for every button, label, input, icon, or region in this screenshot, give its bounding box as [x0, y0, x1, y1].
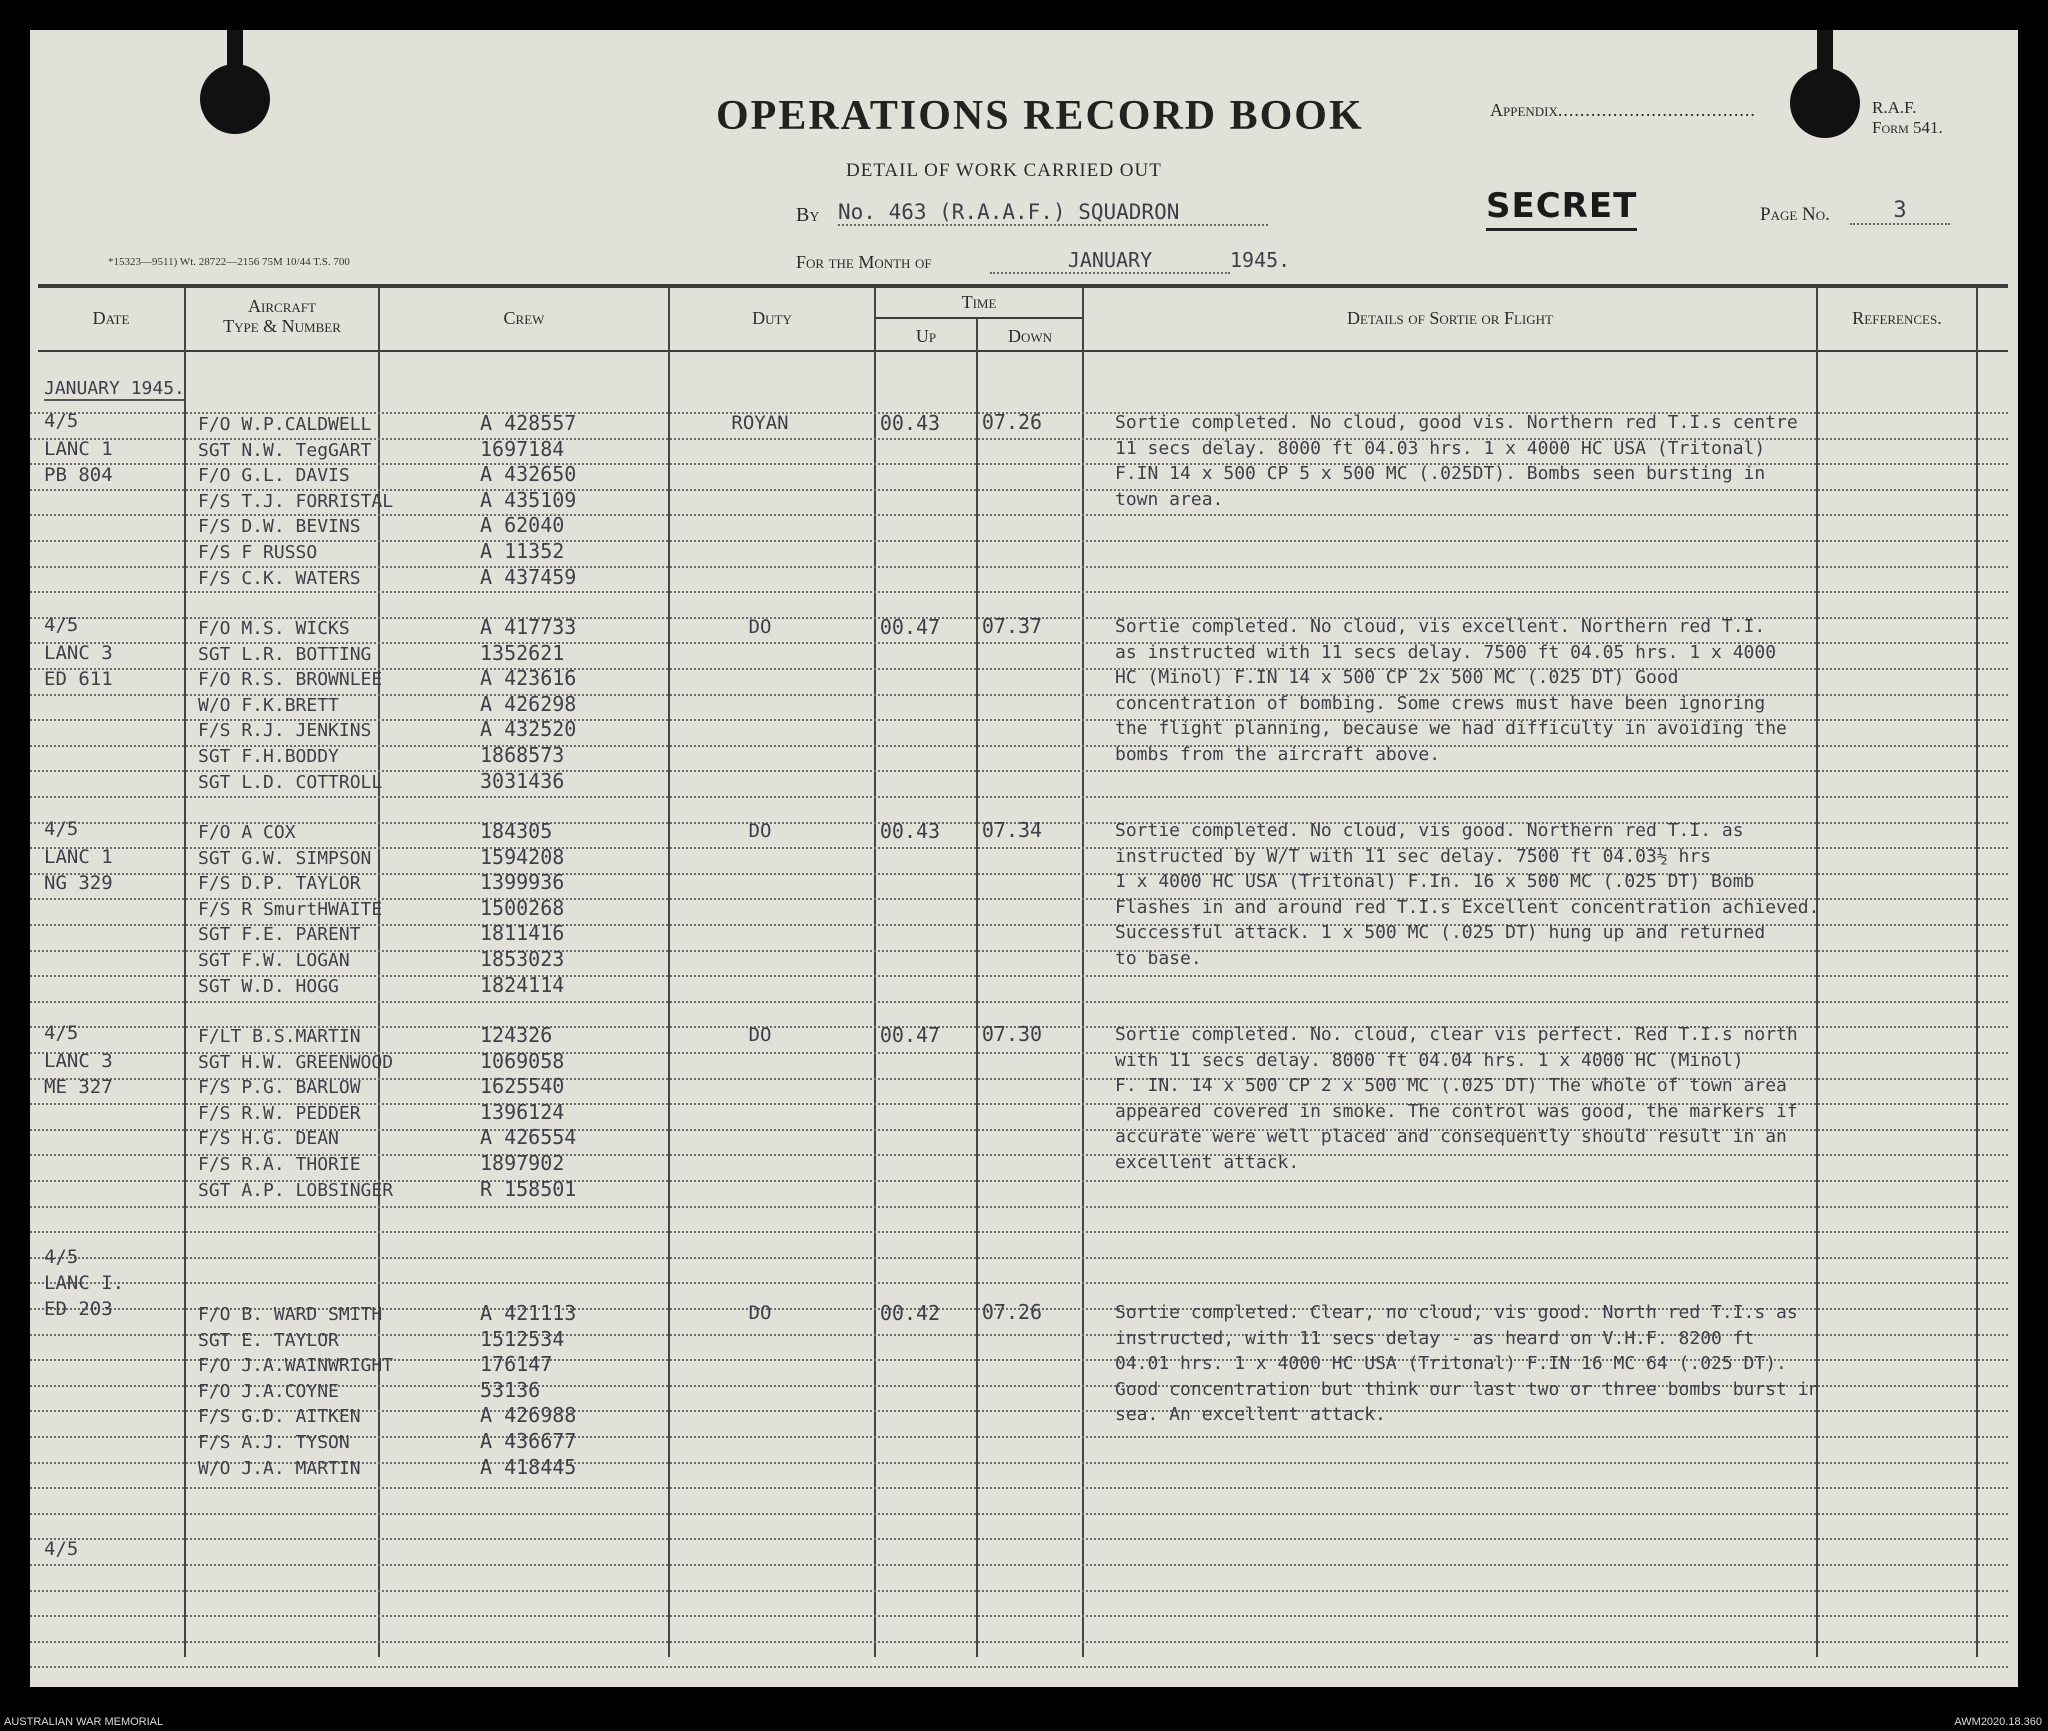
crew-member-name: SGT F.H.BODDY — [198, 746, 339, 767]
sortie-detail-line: appeared covered in smoke. The control was good, the markers if — [1115, 1100, 1798, 1122]
sortie-detail-line: sea. An excellent attack. — [1115, 1404, 1386, 1426]
crew-member-name: W/O J.A. MARTIN — [198, 1457, 361, 1479]
aircraft-serial: ED 203 — [44, 1298, 113, 1320]
crew-member-name: F/LT B.S.MARTIN — [198, 1026, 361, 1047]
sortie-detail-line: Sortie completed. No cloud, vis excellent. Northern red T.I. — [1115, 616, 1766, 637]
crew-member-number: A 435109 — [480, 487, 577, 512]
binder-hole-right — [1790, 68, 1860, 138]
time-up: 00.43 — [879, 411, 941, 435]
table-top-rule — [38, 284, 2008, 288]
col-divider-date — [184, 288, 186, 1657]
crew-member-name: F/S A.J. TYSON — [198, 1432, 350, 1453]
trailing-date: 4/5 — [44, 1538, 79, 1560]
header-aircraft-2: Type & Number — [223, 316, 341, 336]
ruled-line — [30, 1206, 2008, 1208]
crew-member-name: F/O J.A.WAINWRIGHT — [198, 1355, 394, 1377]
duty-target: DO — [748, 1302, 772, 1324]
crew-member-name: F/S R.W. PEDDER — [198, 1102, 361, 1124]
sortie-detail-line: to base. — [1115, 948, 1202, 969]
sortie-detail-line: F.IN 14 x 500 CP 5 x 500 MC (.025DT). Bombs seen bursting in — [1115, 463, 1766, 485]
header-duty: Duty — [752, 308, 792, 328]
ruled-line — [30, 591, 2008, 593]
sortie-detail-line: Flashes in and around red T.I.s Excellent concentration achieved. — [1115, 896, 1820, 918]
page-label: Page No. — [1760, 204, 1830, 225]
print-code: *15323—9511) Wt. 28722—2156 75M 10/44 T.S. 700 — [108, 256, 350, 268]
col-divider-down — [1082, 288, 1084, 1657]
time-up: 00.43 — [879, 819, 941, 843]
crew-member-name: F/O A COX — [198, 822, 296, 843]
crew-member-name: F/O M.S. WICKS — [198, 618, 350, 639]
sortie-detail-line: HC (Minol) F.IN 14 x 500 CP 2x 500 MC (.025 DT) Good — [1115, 667, 1679, 689]
crew-member-number: 1811416 — [480, 921, 565, 946]
crew-member-number: 1594208 — [480, 844, 565, 869]
footer-credit: AUSTRALIAN WAR MEMORIAL — [4, 1716, 164, 1728]
crew-member-number: A 426988 — [480, 1403, 577, 1428]
crew-member-number: A 426554 — [480, 1125, 577, 1150]
header-down: Down — [1007, 326, 1053, 346]
crew-member-name: SGT F.W. LOGAN — [198, 950, 350, 971]
aircraft-type: LANC I. — [44, 1272, 125, 1294]
crew-member-number: 1697184 — [480, 436, 565, 461]
crew-member-number: 1868573 — [480, 743, 565, 767]
crew-member-number: A 426298 — [480, 691, 577, 716]
crew-member-name: F/S R.J. JENKINS — [198, 720, 372, 742]
page-title: OPERATIONS RECORD BOOK — [716, 93, 1364, 139]
crew-member-number: A 11352 — [480, 539, 565, 563]
crew-member-name: F/S F RUSSO — [198, 542, 318, 563]
squadron-value: No. 463 (R.A.A.F.) SQUADRON — [838, 200, 1268, 226]
raf-form-line1: R.A.F. — [1872, 98, 1917, 117]
crew-member-name: SGT L.D. COTTROLL — [198, 771, 383, 793]
sortie-detail-line: Sortie completed. Clear, no cloud, vis good. North red T.I.s as — [1115, 1302, 1798, 1323]
crew-member-number: A 432520 — [480, 717, 577, 742]
ruled-line — [30, 1231, 2008, 1233]
subtitle: DETAIL OF WORK CARRIED OUT — [846, 160, 1162, 181]
crew-member-number: 176147 — [480, 1352, 553, 1377]
crew-member-number: A 421113 — [480, 1301, 577, 1325]
ruled-line — [30, 1564, 2008, 1566]
col-divider-duty — [874, 288, 876, 1657]
crew-member-name: F/S R.A. THORIE — [198, 1154, 361, 1175]
aircraft-type: LANC 3 — [44, 1050, 113, 1072]
sortie-detail-line: the flight planning, because we had difficulty in avoiding the — [1115, 718, 1787, 740]
sortie-detail-line: 04.01 hrs. 1 x 4000 HC USA (Tritonal) F.IN 16 MC 64 (.025 DT). — [1115, 1353, 1787, 1375]
crew-member-name: F/S R SmurtHWAITE — [198, 898, 383, 920]
raf-form-line2: Form 541. — [1872, 118, 1943, 137]
by-label: By — [796, 204, 820, 226]
col-divider-crew — [668, 288, 670, 1657]
crew-member-number: A 418445 — [480, 1454, 577, 1479]
crew-member-number: A 423616 — [480, 666, 577, 691]
entry-date: 4/5 — [44, 614, 79, 636]
sortie-detail-line: 11 secs delay. 8000 ft 04.03 hrs. 1 x 4000 HC USA (Tritonal) — [1115, 437, 1766, 459]
crew-member-name: F/O J.A.COYNE — [198, 1380, 339, 1402]
month-value: JANUARY — [990, 248, 1230, 274]
crew-member-number: A 436677 — [480, 1429, 577, 1453]
crew-member-number: 1399936 — [480, 870, 565, 895]
time-down: 07.26 — [981, 410, 1043, 434]
time-up: 00.42 — [879, 1301, 941, 1325]
page-number: 3 — [1850, 198, 1950, 225]
crew-member-number: A 437459 — [480, 564, 577, 589]
sortie-detail-line: excellent attack. — [1115, 1152, 1300, 1173]
ruled-line — [30, 1641, 2008, 1643]
crew-member-name: F/S D.P. TAYLOR — [198, 873, 361, 895]
sortie-detail-line: with 11 secs delay. 8000 ft 04.04 hrs. 1 x 4000 HC (Minol) — [1115, 1049, 1744, 1071]
entry-date: 4/5 — [44, 410, 79, 432]
crew-member-number: A 428557 — [480, 411, 577, 435]
record-page — [30, 30, 2018, 1687]
year-value: 1945. — [1230, 248, 1291, 272]
secret-stamp: SECRET — [1486, 186, 1637, 231]
sortie-detail-line: concentration of bombing. Some crews must have been ignoring — [1115, 692, 1766, 714]
duty-target: ROYAN — [731, 412, 789, 434]
col-divider-up — [976, 318, 978, 1657]
header-crew: Crew — [503, 308, 545, 328]
crew-member-name: SGT W.D. HOGG — [198, 975, 339, 997]
header-up: Up — [915, 326, 937, 346]
entry-date: 4/5 — [44, 818, 79, 840]
crew-member-number: 3031436 — [480, 768, 565, 793]
crew-member-name: W/O F.K.BRETT — [198, 694, 339, 716]
ruled-line — [30, 540, 2008, 542]
duty-target: DO — [748, 1024, 772, 1046]
crew-member-number: 1824114 — [480, 972, 565, 997]
crew-member-number: 1069058 — [480, 1048, 565, 1073]
header-details: Details of Sortie or Flight — [1347, 308, 1553, 328]
ruled-line — [30, 1538, 2008, 1540]
time-down: 07.34 — [981, 818, 1043, 842]
sortie-detail-line: Successful attack. 1 x 500 MC (.025 DT) hung up and returned — [1115, 922, 1766, 944]
footer-accession: AWM2020.18.360 — [1954, 1716, 2042, 1728]
sortie-detail-line: as instructed with 11 secs delay. 7500 ft 04.05 hrs. 1 x 4000 — [1115, 641, 1777, 663]
sortie-detail-line: instructed, with 11 secs delay - as heard on V.H.F. 8200 ft — [1115, 1327, 1755, 1349]
header-time: Time — [961, 292, 997, 312]
crew-member-name: F/S H.G. DEAN — [198, 1128, 339, 1150]
sortie-detail-line: Sortie completed. No. cloud, clear vis perfect. Red T.I.s north — [1115, 1024, 1798, 1045]
month-label: For the Month of — [796, 252, 932, 272]
crew-member-number: R 158501 — [480, 1176, 577, 1201]
time-down: 07.26 — [981, 1300, 1043, 1324]
duty-target: DO — [748, 820, 772, 842]
aircraft-serial: PB 804 — [44, 464, 113, 486]
crew-member-number: 1853023 — [480, 947, 565, 971]
crew-member-name: F/O G.L. DAVIS — [198, 465, 350, 487]
crew-member-name: F/S D.W. BEVINS — [198, 516, 361, 538]
time-up: 00.47 — [879, 615, 941, 639]
ruled-line — [30, 1001, 2008, 1003]
ruled-line — [30, 1257, 2008, 1259]
entry-date: 4/5 — [44, 1022, 79, 1044]
time-up: 00.47 — [879, 1023, 941, 1047]
crew-member-number: 184305 — [480, 819, 553, 843]
crew-member-name: SGT A.P. LOBSINGER — [198, 1179, 394, 1201]
sortie-detail-line: accurate were well placed and consequently should result in an — [1115, 1126, 1787, 1148]
header-references: References. — [1852, 308, 1942, 328]
sortie-detail-line: Good concentration but think our last two or three bombs burst in — [1115, 1378, 1820, 1400]
crew-member-number: 1512534 — [480, 1326, 565, 1351]
crew-member-name: SGT E. TAYLOR — [198, 1329, 339, 1351]
aircraft-serial: NG 329 — [44, 872, 113, 894]
header-date: Date — [92, 308, 130, 328]
crew-member-name: SGT F.E. PARENT — [198, 924, 361, 946]
crew-member-number: 53136 — [480, 1377, 541, 1402]
crew-member-number: 1500268 — [480, 895, 565, 920]
crew-member-number: 1625540 — [480, 1074, 565, 1099]
crew-member-number: 1352621 — [480, 640, 565, 665]
ruled-line — [30, 1615, 2008, 1617]
header-aircraft-1: Aircraft — [248, 296, 316, 316]
crew-member-number: A 417733 — [480, 615, 577, 639]
sortie-detail-line: Sortie completed. No cloud, vis good. Northern red T.I. as — [1115, 820, 1744, 841]
time-down: 07.30 — [981, 1022, 1043, 1046]
appendix-label: Appendix.................................... — [1490, 100, 1756, 120]
crew-member-number: A 62040 — [480, 513, 565, 538]
sortie-detail-line: instructed by W/T with 11 sec delay. 7500 ft 04.03½ hrs — [1115, 845, 1712, 867]
month-heading: JANUARY 1945. — [44, 378, 185, 399]
aircraft-type: LANC 1 — [44, 846, 113, 868]
crew-member-name: F/S T.J. FORRISTAL — [198, 490, 394, 512]
sortie-detail-line: F. IN. 14 x 500 CP 2 x 500 MC (.025 DT) The whole of town area — [1115, 1075, 1787, 1097]
sortie-detail-line: bombs from the aircraft above. — [1115, 744, 1441, 765]
crew-member-name: F/O W.P.CALDWELL — [198, 414, 372, 435]
crew-member-name: SGT H.W. GREENWOOD — [198, 1051, 394, 1073]
binder-hole-left — [200, 64, 270, 134]
col-divider-details — [1816, 288, 1818, 1657]
header-bottom-rule — [38, 350, 2008, 352]
sortie-detail-line: 1 x 4000 HC USA (Tritonal) F.In. 16 x 500 MC (.025 DT) Bomb — [1115, 871, 1755, 893]
aircraft-serial: ME 327 — [44, 1076, 113, 1098]
crew-member-name: F/S C.K. WATERS — [198, 567, 361, 589]
time-split-rule — [874, 317, 1082, 319]
crew-member-number: A 432650 — [480, 462, 577, 487]
ruled-line — [30, 1590, 2008, 1592]
crew-member-number: 1897902 — [480, 1151, 565, 1175]
time-down: 07.37 — [981, 614, 1043, 638]
crew-member-name: F/S P.G. BARLOW — [198, 1077, 361, 1099]
ruled-line — [30, 1282, 2008, 1284]
crew-member-name: SGT G.W. SIMPSON — [198, 847, 372, 869]
ruled-line — [30, 1487, 2008, 1489]
crew-member-number: 1396124 — [480, 1099, 565, 1124]
aircraft-serial: ED 611 — [44, 668, 113, 690]
crew-member-number: 124326 — [480, 1023, 553, 1047]
ruled-line — [30, 1513, 2008, 1515]
crew-member-name: SGT N.W. TegGART — [198, 439, 372, 461]
sortie-detail-line: town area. — [1115, 488, 1224, 510]
ruled-line — [30, 1666, 2008, 1668]
crew-member-name: F/O B. WARD SMITH — [198, 1304, 383, 1325]
crew-member-name: SGT L.R. BOTTING — [198, 643, 372, 665]
aircraft-type: LANC 3 — [44, 642, 113, 664]
col-divider-right — [1976, 288, 1978, 1657]
ruled-line — [30, 796, 2008, 798]
aircraft-type: LANC 1 — [44, 438, 113, 460]
entry-date: 4/5 — [44, 1246, 79, 1268]
duty-target: DO — [748, 616, 772, 638]
crew-member-name: F/O R.S. BROWNLEE — [198, 669, 383, 691]
sortie-detail-line: Sortie completed. No cloud, good vis. Northern red T.I.s centre — [1115, 412, 1798, 433]
crew-member-name: F/S G.D. AITKEN — [198, 1406, 361, 1428]
